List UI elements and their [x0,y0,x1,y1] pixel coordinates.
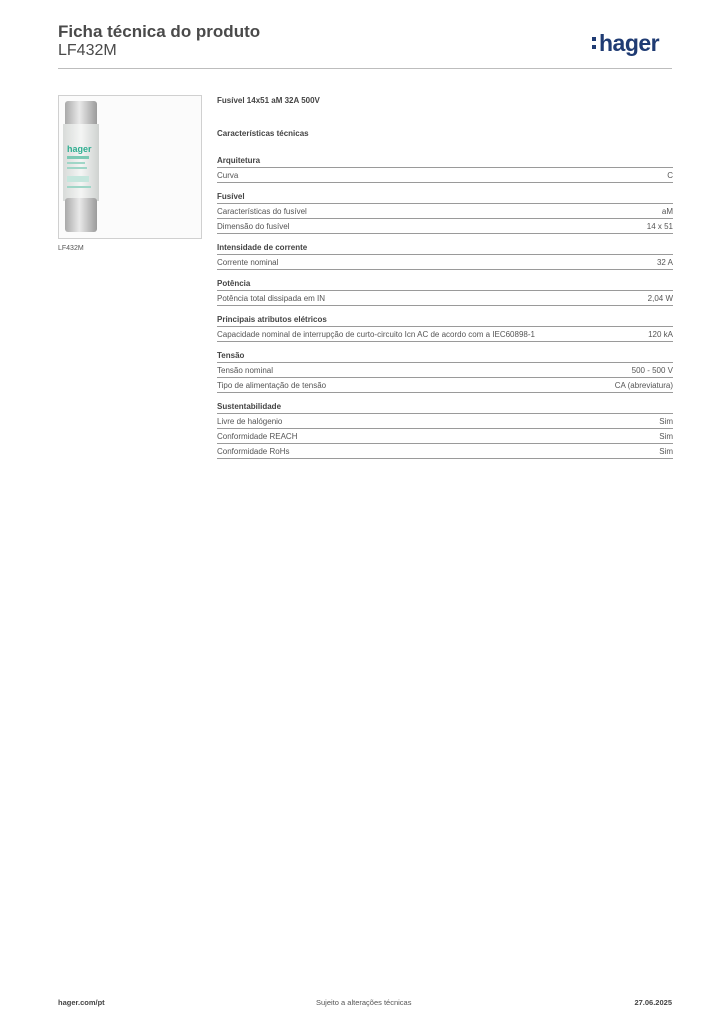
spec-label: Livre de halógenio [217,416,283,426]
spec-value: aM [661,206,673,216]
spec-section [217,315,673,342]
spec-content [217,96,673,468]
spec-label: Corrente nominal [217,257,279,267]
spec-sections [217,156,673,459]
logo-text: hager [599,29,660,56]
spec-section [217,243,673,270]
spec-row [217,255,673,270]
spec-label: Tensão nominal [217,365,274,375]
spec-section [217,402,673,459]
spec-row [217,219,673,234]
spec-label: Tipo de alimentação de tensão [217,380,327,390]
spec-label: Curva [217,170,239,180]
spec-value: Sim [659,416,673,426]
fuse-brand-label: hager [67,144,92,154]
spec-row [217,291,673,306]
spec-value: C [667,170,673,180]
spec-row [217,429,673,444]
footer-date: 27.06.2025 [634,998,672,1007]
spec-label: Características do fusível [217,206,307,216]
section-title: Sustentabilidade [217,402,673,414]
product-name: Fusível 14x51 aM 32A 500V [217,96,320,105]
hager-logo[interactable] [592,28,659,58]
section-title: Arquitetura [217,156,673,168]
spec-row [217,168,673,183]
section-title: Intensidade de corrente [217,243,673,255]
spec-value: 120 kA [648,329,673,339]
spec-row [217,363,673,378]
spec-value: Sim [659,431,673,441]
spec-row [217,444,673,459]
spec-section [217,156,673,183]
footer-website-link[interactable]: hager.com/pt [58,998,105,1007]
spec-section [217,351,673,393]
section-title: Principais atributos elétricos [217,315,673,327]
spec-value: 500 - 500 V [631,365,673,375]
spec-label: Conformidade REACH [217,431,298,441]
page-title: Ficha técnica do produto [58,22,261,41]
spec-value: CA (abreviatura) [614,380,673,390]
spec-row [217,204,673,219]
fuse-cartridge-icon [59,96,201,238]
spec-value: Sim [659,446,673,456]
footer-disclaimer: Sujeito a alterações técnicas [316,998,412,1007]
product-image [58,95,202,239]
spec-value: 32 A [656,257,673,267]
section-title: Tensão [217,351,673,363]
spec-label: Dimensão do fusível [217,221,290,231]
spec-value: 2,04 W [647,293,673,303]
spec-label: Potência total dissipada em IN [217,293,326,303]
product-code: LF432M [58,42,117,59]
logo-dots-icon [592,37,596,49]
spec-label: Conformidade RoHs [217,446,290,456]
spec-row [217,378,673,393]
spec-section [217,279,673,306]
spec-row [217,414,673,429]
spec-label: Capacidade nominal de interrupção de curto-circuito Icn AC de acordo com a IEC60898-1 [217,329,535,339]
spec-row [217,327,673,342]
header-divider [58,68,672,69]
section-title: Fusível [217,192,673,204]
spec-value: 14 x 51 [646,221,673,231]
technical-characteristics-heading: Características técnicas [217,129,309,138]
image-caption: LF432M [58,245,84,252]
spec-section [217,192,673,234]
section-title: Potência [217,279,673,291]
